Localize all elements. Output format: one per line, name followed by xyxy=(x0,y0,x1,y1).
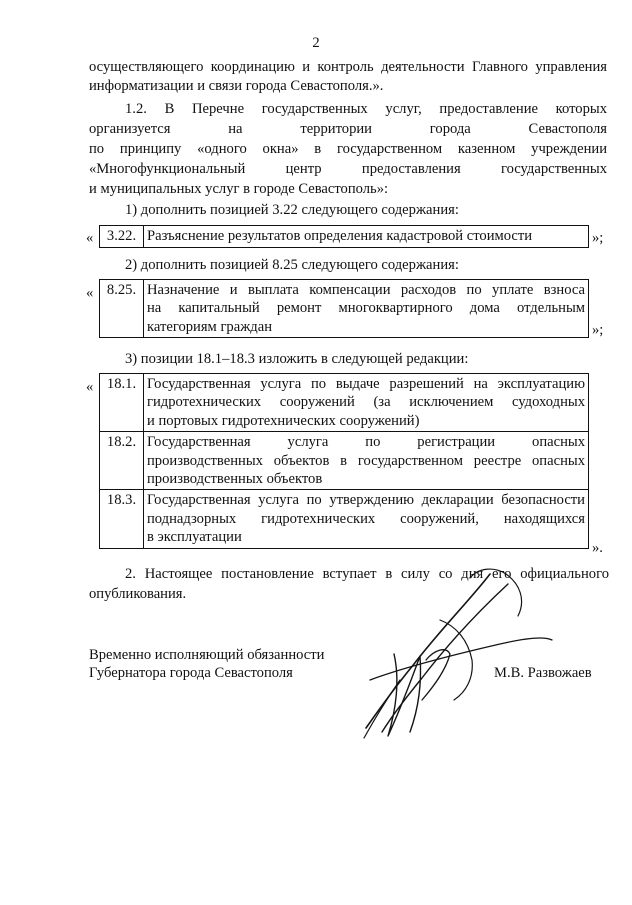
item-3-close-quote: ». xyxy=(592,540,603,556)
clause-1-2-line-4: «Многофункциональный центр предоставления государственных xyxy=(89,161,607,177)
item-1-close-quote: »; xyxy=(592,230,604,246)
table-row xyxy=(100,374,589,432)
item-1-intro: 1) дополнить позицией 3.22 следующего содержания: xyxy=(125,202,459,218)
row-text-line: в эксплуатации xyxy=(147,529,242,546)
handwritten-signature xyxy=(330,560,560,750)
clause-1-2-line-3: по принципу «одного окна» в государственном казенном учреждении xyxy=(89,141,607,157)
signatory-position xyxy=(89,646,324,683)
item-1-table xyxy=(99,225,589,248)
clause-1-2-line-5: и муниципальных услуг в городе Севастополь»: xyxy=(89,181,389,197)
row-text-line: Назначение и выплата компенсации расходов по уплате взноса xyxy=(147,282,585,298)
row-text-line: поднадзорных гидротехнических сооружений, находящихся xyxy=(147,510,585,527)
table-row xyxy=(100,280,589,338)
intro-line-2: информатизации и связи города Севастополя.». xyxy=(89,78,384,94)
clause-2-line-2: опубликования. xyxy=(89,586,187,602)
item-2-open-quote: « xyxy=(86,285,94,301)
clause-1-2-line-1: 1.2. В Перечне государственных услуг, предоставление которых xyxy=(125,101,607,117)
row-text-line: производственных объектов в государственном реестре опасных xyxy=(147,452,585,469)
row-text-line: и портовых гидротехнических сооружений) xyxy=(147,412,420,429)
page-number: 2 xyxy=(312,35,320,51)
row-number: 18.1. xyxy=(100,374,144,432)
row-number: 18.2. xyxy=(100,432,144,490)
table-row xyxy=(100,432,589,490)
signatory-position-line: Губернатора города Севастополя xyxy=(89,665,293,682)
item-2-table xyxy=(99,279,589,338)
item-2-intro: 2) дополнить позицией 8.25 следующего содержания: xyxy=(125,257,459,273)
item-3-open-quote: « xyxy=(86,379,94,395)
row-number: 3.22. xyxy=(100,226,144,248)
item-1-open-quote: « xyxy=(86,230,94,246)
row-text xyxy=(144,432,589,490)
row-number: 8.25. xyxy=(100,280,144,338)
row-text xyxy=(144,490,589,548)
row-number: 18.3. xyxy=(100,490,144,548)
row-text-line: Государственная услуга по регистрации опасных xyxy=(147,434,585,451)
item-3-intro: 3) позиции 18.1–18.3 изложить в следующей редакции: xyxy=(125,351,469,367)
row-text-line: гидротехнических сооружений (за исключением судоходных xyxy=(147,394,585,411)
row-text-line: на капитальный ремонт многоквартирного дома отдельным xyxy=(147,300,585,317)
row-text xyxy=(144,374,589,432)
signatory-name: М.В. Развожаев xyxy=(494,665,592,681)
item-2-close-quote: »; xyxy=(592,322,604,338)
row-text-line: категориям граждан xyxy=(147,318,273,335)
row-text-line: производственных объектов xyxy=(147,471,323,488)
clause-1-2-line-2: организуется на территории города Севастополя xyxy=(89,121,607,137)
table-row xyxy=(100,490,589,548)
intro-line-1: осуществляющего координацию и контроль деятельности Главного управления xyxy=(89,59,607,75)
row-text: Разъяснение результатов определения кадастровой стоимости xyxy=(144,226,589,248)
row-text-line: Государственная услуга по выдаче разрешений на эксплуатацию xyxy=(147,376,585,392)
row-text xyxy=(144,280,589,338)
table-row xyxy=(100,226,589,248)
clause-2-line-1: 2. Настоящее постановление вступает в силу со дня его официального xyxy=(125,566,609,582)
signatory-position-line: Временно исполняющий обязанности xyxy=(89,647,325,663)
row-text-line: Государственная услуга по утверждению декларации безопасности xyxy=(147,492,585,509)
item-3-table xyxy=(99,373,589,549)
